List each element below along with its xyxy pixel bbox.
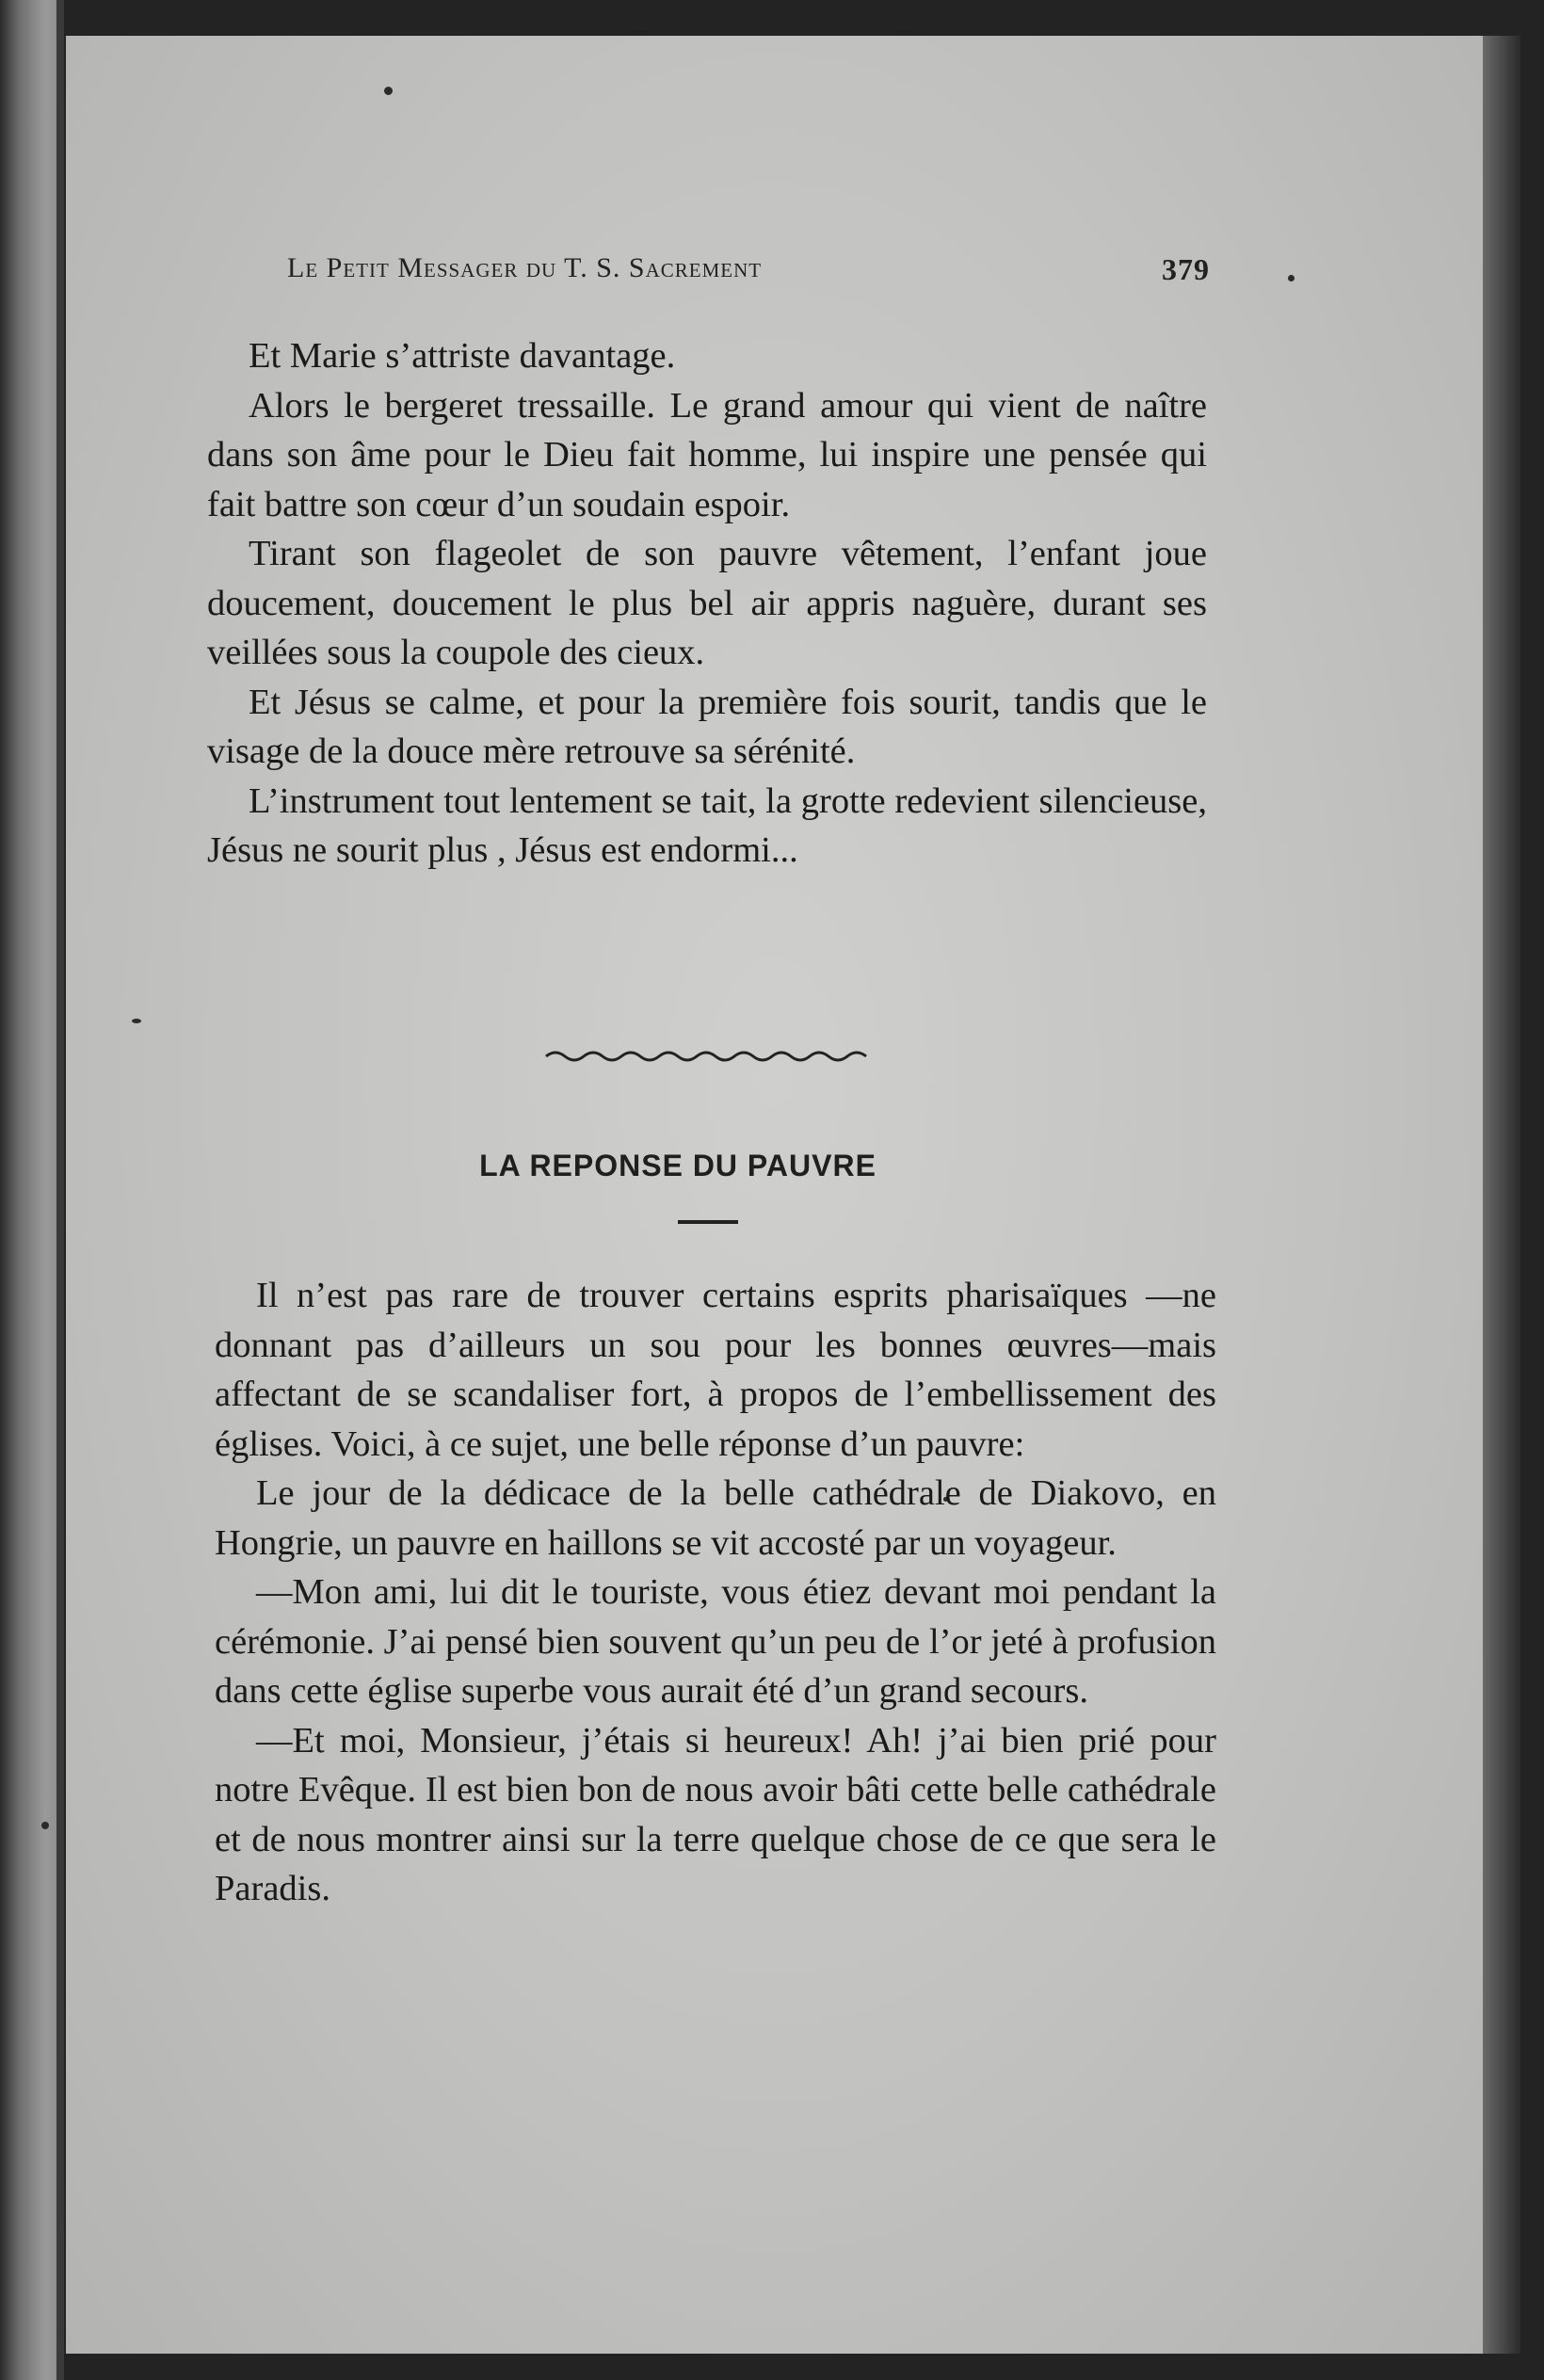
scan-speck [1288, 275, 1295, 281]
paragraph: —Mon ami, lui dit le touriste, vous étiez devant moi pendant la cérémonie. J’ai pensé bien souvent qu’un peu de l’or jeté à profusion dans cette église superbe vous aurait été d’un grand secours. [215, 1572, 1216, 1711]
previous-page-edge [0, 0, 64, 2380]
paragraph: Alors le bergeret tressaille. Le grand amour qui vient de naître dans son âme pour le Dieu fait homme, lui inspire une pensée qui fait battre son cœur d’un soudain espoir. [207, 385, 1207, 524]
paragraph: L’instrument tout lentement se tait, la grotte redevient silencieuse, Jésus ne sourit plus , Jésus est endormi... [207, 780, 1207, 870]
paragraph: —Et moi, Monsieur, j’étais si heureux! Ah! j’ai bien prié pour notre Evêque. Il est bien bon de nous avoir bâti cette belle cathédrale et de nous montrer ainsi sur la terre quelque chose de ce que sera le Paradis. [215, 1720, 1216, 1908]
paragraph: Le jour de la dédicace de la belle cathédrale de Diakovo, en Hongrie, un pauvre en haillons se vit accosté par un voyageur. [215, 1473, 1216, 1563]
heading-rule [678, 1220, 738, 1224]
page-edge-shadow [1483, 36, 1520, 2354]
scan-speck [132, 1019, 141, 1023]
scan-speck [41, 1822, 49, 1829]
journal-title: Le Petit Messager du T. S. Sacrement [287, 252, 763, 283]
section-1-text [207, 331, 1207, 876]
wavy-divider-ornament [544, 1043, 876, 1066]
page-number: 379 [1162, 252, 1210, 286]
paragraph: Et Marie s’attriste davantage. [249, 336, 676, 376]
paragraph: Et Jésus se calme, et pour la première fois sourit, tandis que le visage de la douce mère retrouve sa sérénité. [207, 682, 1207, 771]
section-heading: LA REPONSE DU PAUVRE [479, 1149, 877, 1182]
running-head [287, 252, 1210, 284]
paragraph: Tirant son flageolet de son pauvre vêtement, l’enfant joue doucement, doucement le plus bel air appris naguère, durant ses veillées sous la coupole des cieux. [207, 534, 1207, 672]
paragraph: Il n’est pas rare de trouver certains esprits pharisaïques —ne donnant pas d’ailleurs un sou pour les bonnes œuvres—mais affectant de se scandaliser fort, à propos de l’embellissement des églises. Voici, à ce sujet, une belle réponse d’un pauvre: [215, 1276, 1216, 1464]
scan-speck [384, 87, 393, 95]
binding-shadow [56, 0, 64, 2380]
section-2-text [215, 1271, 1216, 1914]
